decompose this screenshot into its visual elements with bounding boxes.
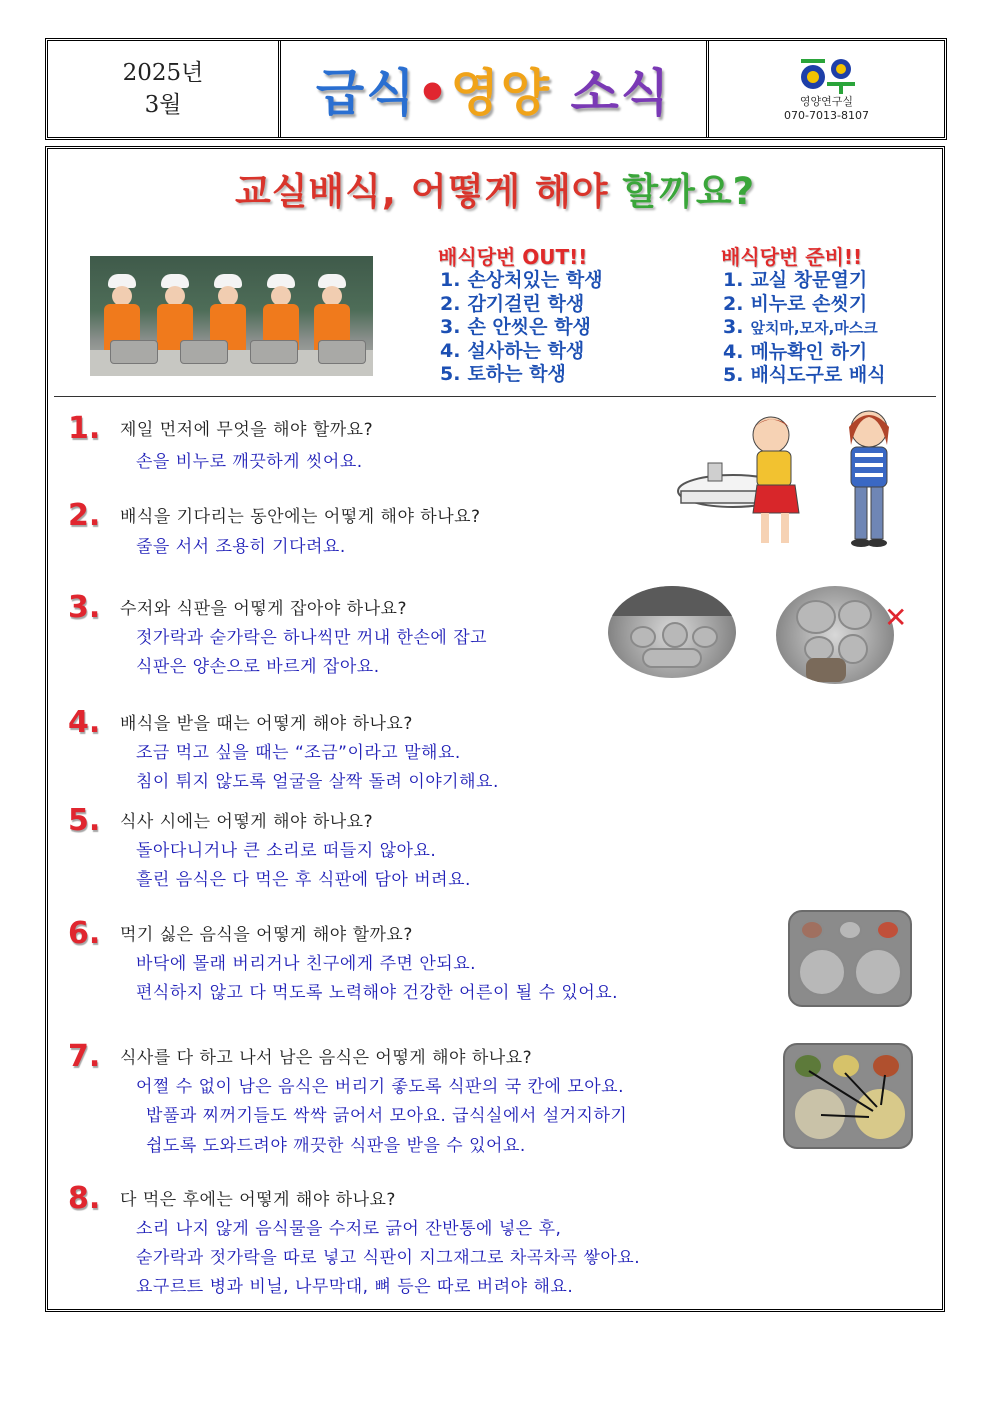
logo-department: 영양연구실 xyxy=(799,95,854,108)
food-container xyxy=(250,340,298,364)
logo-cell xyxy=(709,41,944,137)
qa-answer: 숟가락과 젓가락을 따로 넣고 식판이 지그재그로 차곡차곡 쌓아요. xyxy=(136,1248,641,1268)
out-list-item: 5. 토하는 학생 xyxy=(440,363,566,385)
title-cell xyxy=(281,41,709,137)
date-cell xyxy=(48,41,281,137)
food-container xyxy=(180,340,228,364)
issue-month: 3월 xyxy=(144,92,182,118)
section-divider xyxy=(54,396,936,397)
section-title-part1: 교실배식, 어떻게 해야 xyxy=(234,170,609,213)
qa-answer: 젓가락과 숟가락은 하나씩만 꺼내 한손에 잡고 xyxy=(136,628,488,648)
qa-answer: 흘린 음식은 다 먹은 후 식판에 담아 버려요. xyxy=(136,870,471,890)
qa-number: 1. xyxy=(68,411,101,446)
qa-answer: 쉽도록 도와드려야 깨끗한 식판을 받을 수 있어요. xyxy=(146,1136,526,1156)
qa-answer: 편식하지 않고 다 먹도록 노력해야 건강한 어른이 될 수 있어요. xyxy=(136,983,619,1003)
qa-number: 2. xyxy=(68,498,101,533)
qa-question: 수저와 식판을 어떻게 잡아야 하나요? xyxy=(120,599,407,619)
title-part-meal: 급식 xyxy=(315,64,417,122)
wrong-x-icon: ✕ xyxy=(884,601,908,634)
qa-number: 5. xyxy=(68,803,101,838)
food-container xyxy=(110,340,158,364)
clean-tray-photo xyxy=(788,910,912,1007)
title-dot: • xyxy=(416,64,451,122)
food-container xyxy=(318,340,366,364)
leftover-tray-photo xyxy=(783,1043,913,1149)
qa-number: 7. xyxy=(68,1039,101,1074)
qa-answer: 줄을 서서 조용히 기다려요. xyxy=(136,537,346,557)
qa-number: 4. xyxy=(68,705,101,740)
section-title xyxy=(48,161,942,215)
qa-question: 식사 시에는 어떻게 해야 하나요? xyxy=(120,812,374,832)
qa-answer: 돌아다니거나 큰 소리로 떠들지 않아요. xyxy=(136,841,437,861)
title-part-nutrition: 영양 xyxy=(450,64,552,122)
out-list-title: 배식당번 OUT!! xyxy=(438,245,588,269)
out-list-item: 3. 손 안씻은 학생 xyxy=(440,316,591,338)
qa-question: 배식을 기다리는 동안에는 어떻게 해야 하나요? xyxy=(120,507,481,527)
tray-correct-photo xyxy=(608,586,736,678)
out-list-item: 1. 손상처있는 학생 xyxy=(440,269,603,291)
issue-year: 2025년 xyxy=(122,60,204,86)
qa-question: 제일 먼저에 무엇을 해야 할까요? xyxy=(120,420,374,440)
qa-answer: 요구르트 병과 비닐, 나무막대, 뼈 등은 따로 버려야 해요. xyxy=(136,1277,574,1297)
institute-logo-icon xyxy=(797,55,857,95)
ready-list-item: 4. 메뉴확인 하기 xyxy=(723,340,868,363)
ready-list-title: 배식당번 준비!! xyxy=(721,245,863,269)
qa-answer: 소리 나지 않게 음식물을 수저로 긁어 잔반통에 넣은 후, xyxy=(136,1219,562,1239)
qa-question: 다 먹은 후에는 어떻게 해야 하나요? xyxy=(120,1190,396,1210)
qa-answer: 밥풀과 찌꺼기들도 싹싹 긁어서 모아요. 급식실에서 설거지하기 xyxy=(146,1106,628,1126)
tray-wrong-photo xyxy=(776,586,894,684)
out-list xyxy=(440,269,603,387)
qa-question: 배식을 받을 때는 어떻게 해야 하나요? xyxy=(120,714,413,734)
logo-phone: 070-7013-8107 xyxy=(784,109,869,122)
qa-answer: 침이 튀지 않도록 얼굴을 살짝 돌려 이야기해요. xyxy=(136,772,499,792)
title-part-news: 소식 xyxy=(570,64,672,122)
newsletter-title xyxy=(316,53,671,125)
qa-answer: 바닥에 몰래 버리거나 친구에게 주면 안되요. xyxy=(136,954,477,974)
header-box xyxy=(45,38,947,140)
qa-answer: 식판은 양손으로 바르게 잡아요. xyxy=(136,657,380,677)
ready-list-item: 3. 앞치마,모자,마스크 xyxy=(723,316,878,338)
section-title-part2: 할까요? xyxy=(622,170,756,213)
qa-number: 8. xyxy=(68,1181,101,1216)
qa-number: 3. xyxy=(68,590,101,625)
qa-answer: 손을 비누로 깨끗하게 씻어요. xyxy=(136,452,363,472)
qa-answer: 조금 먹고 싶을 때는 “조금”이라고 말해요. xyxy=(136,743,461,763)
handwashing-illustration xyxy=(673,405,913,555)
ready-list-item: 1. 교실 창문열기 xyxy=(723,269,868,291)
qa-answer: 어쩔 수 없이 남은 음식은 버리기 좋도록 식판의 국 칸에 모아요. xyxy=(136,1077,624,1097)
serving-students-photo xyxy=(90,256,373,376)
out-list-item: 4. 설사하는 학생 xyxy=(440,339,585,362)
out-list-item: 2. 감기걸린 학생 xyxy=(440,292,585,315)
ready-list-item: 2. 비누로 손씻기 xyxy=(723,292,868,315)
content-frame xyxy=(45,146,945,1312)
ready-list-item: 5. 배식도구로 배식 xyxy=(723,364,886,386)
qa-question: 먹기 싫은 음식을 어떻게 해야 할까요? xyxy=(120,925,413,945)
qa-question: 식사를 다 하고 나서 남은 음식은 어떻게 해야 하나요? xyxy=(120,1048,533,1068)
ready-list xyxy=(723,269,886,388)
qa-number: 6. xyxy=(68,916,101,951)
